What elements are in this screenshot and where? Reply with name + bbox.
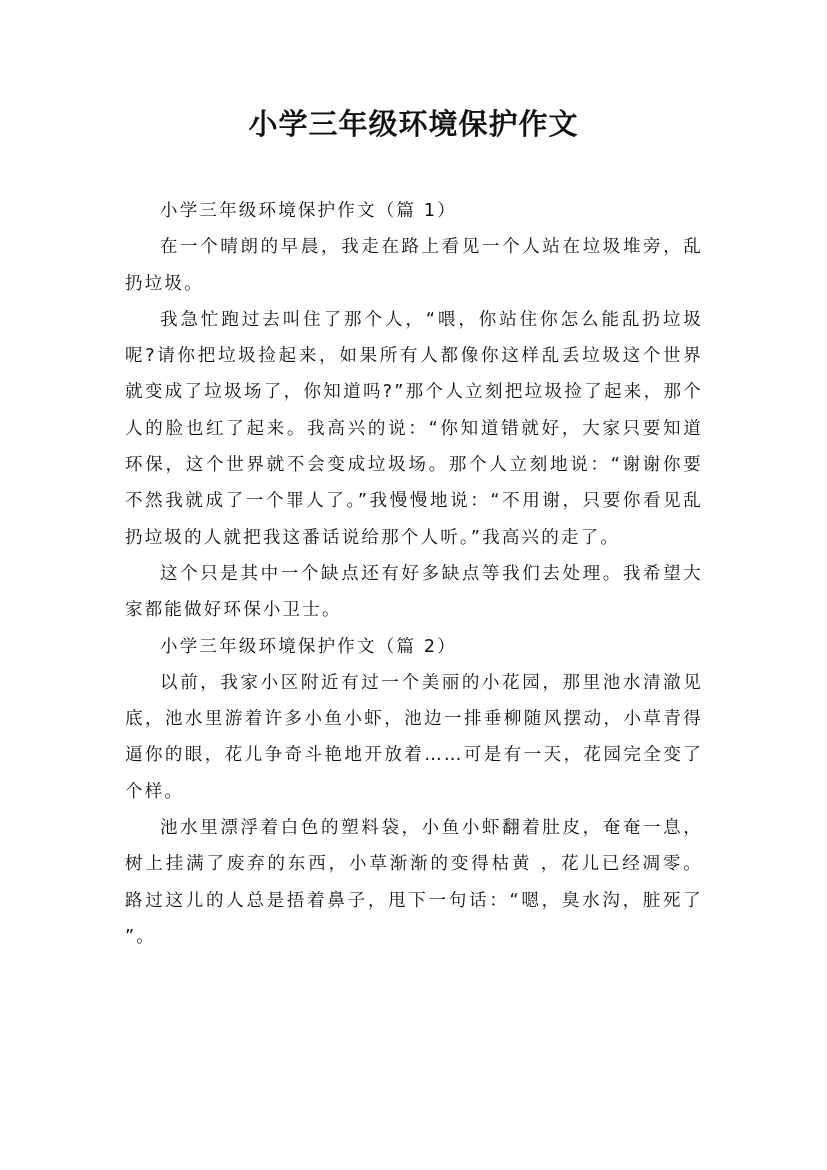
paragraph: 这个只是其中一个缺点还有好多缺点等我们去处理。我希望大家都能做好环保小卫士。 [125,563,703,621]
paragraph: 我急忙跑过去叫住了那个人，“喂，你站住你怎么能乱扔垃圾呢?请你把垃圾捡起来，如果所有人都像你这样乱丢垃圾这个世界就变成了垃圾场了，你知道吗?”那个人立刻把垃圾捡了起来，那个人的脸也红了起来。我高兴的说：“你知道错就好，大家只要知道环保，这个世界就不会变成垃圾场。那个人立刻地说：“谢谢你要不然我就成了一个罪人了。”我慢慢地说：“不用谢，只要你看见乱扔垃圾的人就把我这番话说给那个人听。”我高兴的走了。 [125,309,703,548]
document-body [125,193,703,955]
paragraph: 在一个晴朗的早晨，我走在路上看见一个人站在垃圾堆旁，乱扔垃圾。 [125,237,703,294]
document-title: 小学三年级环境保护作文 [248,107,579,141]
paragraph: 池水里漂浮着白色的塑料袋，小鱼小虾翻着肚皮，奄奄一息，树上挂满了废弃的东西，小草渐渐的变得枯黄 ，花儿已经凋零。路过这儿的人总是捂着鼻子，甩下一句话：“嗯，臭水沟，脏死了 ”。 [125,818,703,947]
paragraph: 以前，我家小区附近有过一个美丽的小花园，那里池水清澈见底，池水里游着许多小鱼小虾，池边一排垂柳随风摆动，小草青得逼你的眼，花儿争奇斗艳地开放着……可是有一天，花园完全变了个样。 [125,672,703,802]
section-heading-1: 小学三年级环境保护作文（篇 1） [160,201,457,221]
section-heading-2: 小学三年级环境保护作文（篇 2） [160,636,457,657]
